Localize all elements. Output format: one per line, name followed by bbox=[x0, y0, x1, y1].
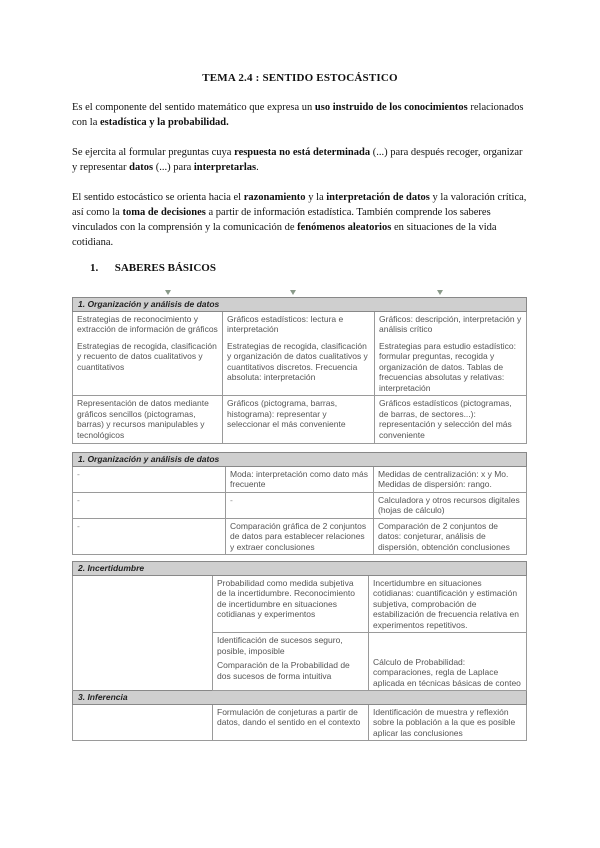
table-cell: Probabilidad como medida subjetiva de la incertidumbre. Reconocimiento de incertidumbre en situaciones cotidianas y experimentos bbox=[213, 575, 369, 633]
cell-text: Estrategias de reconocimiento y extracción de información de gráficos bbox=[77, 313, 218, 334]
saberes-table-incertidumbre-inferencia bbox=[72, 561, 527, 741]
orientation-paragraph: El sentido estocástico se orienta hacia el razonamiento y la interpretación de datos y la valoración crítica, así como la toma de decisiones a partir de información estadística. También comprende los saberes vinculados con la comprensión y la comunicación de fenómenos aleatorios en situaciones de la vida cotidiana. bbox=[72, 192, 527, 248]
cell-text: Estrategias de recogida, clasificación y organización de datos cualitativos y cuantitativos discretos. Frecuencia absoluta: interpretación bbox=[227, 340, 368, 382]
table-cell: Representación de datos mediante gráficos sencillos (pictogramas, barras) y recursos manipulables y tecnológicos bbox=[73, 396, 223, 444]
document-title: TEMA 2.4 : SENTIDO ESTOCÁSTICO bbox=[202, 72, 398, 84]
cell-text: Gráficos: descripción, interpretación y análisis crítico bbox=[379, 313, 522, 334]
table-cell: Comparación de 2 conjuntos de datos: conjeturar, análisis de dispersión, obtención conclusiones bbox=[374, 518, 527, 555]
cell-text: Identificación de sucesos seguro, posible, imposible bbox=[217, 635, 343, 656]
table-cell: - bbox=[73, 518, 226, 555]
column-marker-icon bbox=[437, 290, 443, 295]
cell-text: Cálculo de Probabilidad: comparaciones, regla de Laplace aplicada en técnicas básicas de conteo bbox=[373, 656, 521, 688]
table-cell: - bbox=[73, 492, 226, 518]
table-cell: Comparación gráfica de 2 conjuntos de datos para establecer relaciones y extraer conclusiones bbox=[226, 518, 374, 555]
table-cell bbox=[375, 311, 527, 396]
table-cell: Incertidumbre en situaciones cotidianas: cuantificación y estimación subjetiva, comprobación de estabilización de frecuencia relativa en experimentos repetitivos. bbox=[369, 575, 527, 633]
table-cell: Moda: interpretación como dato más frecuente bbox=[226, 466, 374, 492]
table-row bbox=[73, 704, 527, 741]
table-row bbox=[73, 575, 527, 633]
cell-text: Gráficos estadísticos: lectura e interpretación bbox=[227, 313, 344, 334]
table-cell: Identificación de muestra y reflexión sobre la población a la que es posible aplicar las conclusiones bbox=[369, 704, 527, 741]
table-cell bbox=[213, 633, 369, 691]
table-header: 1. Organización y análisis de datos bbox=[73, 298, 527, 312]
table-row bbox=[73, 466, 527, 492]
table-cell: Formulación de conjeturas a partir de datos, dando el sentido en el contexto bbox=[213, 704, 369, 741]
table-cell: Gráficos (pictograma, barras, histograma): representar y seleccionar el más conveniente bbox=[223, 396, 375, 444]
table-cell: - bbox=[226, 492, 374, 518]
cell-text: Estrategias de recogida, clasificación y recuento de datos cualitativos y cuantitativos bbox=[77, 340, 217, 372]
section-heading bbox=[90, 262, 216, 274]
table-cell bbox=[73, 704, 213, 741]
table-row bbox=[73, 633, 527, 691]
saberes-table-medidas bbox=[72, 452, 527, 555]
table-row bbox=[73, 492, 527, 518]
table-cell bbox=[73, 633, 213, 691]
cell-text: Comparación de la Probabilidad de dos sucesos de forma intuitiva bbox=[217, 660, 350, 681]
section-number: 1. bbox=[90, 262, 99, 274]
section-title: SABERES BÁSICOS bbox=[114, 262, 216, 274]
column-marker-icon bbox=[165, 290, 171, 295]
table-cell: Calculadora y otros recursos digitales (hojas de cálculo) bbox=[374, 492, 527, 518]
table-cell bbox=[73, 311, 223, 396]
exercise-paragraph: Se ejercita al formular preguntas cuya respuesta no está determinada (...) para después recoger, organizar y representar datos (...) para interpretarlas. bbox=[72, 147, 523, 173]
table-header: 2. Incertidumbre bbox=[73, 562, 527, 576]
table-header: 3. Inferencia bbox=[73, 691, 527, 705]
cell-text: Estrategias para estudio estadístico: formular preguntas, recogida y organización de datos. Tablas de frecuencias absolutas y relativas: interpretación bbox=[379, 340, 517, 393]
table-row bbox=[73, 518, 527, 555]
saberes-table-organizacion bbox=[72, 297, 527, 444]
table-row bbox=[73, 396, 527, 444]
table-cell bbox=[73, 575, 213, 633]
table-cell: Gráficos estadísticos (pictogramas, de barras, de sectores...): representación y selección del más conveniente bbox=[375, 396, 527, 444]
table-header: 1. Organización y análisis de datos bbox=[73, 453, 527, 467]
intro-paragraph: Es el componente del sentido matemático que expresa un uso instruido de los conocimientos relacionados con la estadística y la probabilidad. bbox=[72, 102, 524, 128]
column-marker-icon bbox=[290, 290, 296, 295]
table-cell: Medidas de centralización: x y Mo. Medidas de dispersión: rango. bbox=[374, 466, 527, 492]
table-cell: - bbox=[73, 466, 226, 492]
table-cell bbox=[223, 311, 375, 396]
table-row bbox=[73, 311, 527, 396]
table-cell bbox=[369, 633, 527, 691]
